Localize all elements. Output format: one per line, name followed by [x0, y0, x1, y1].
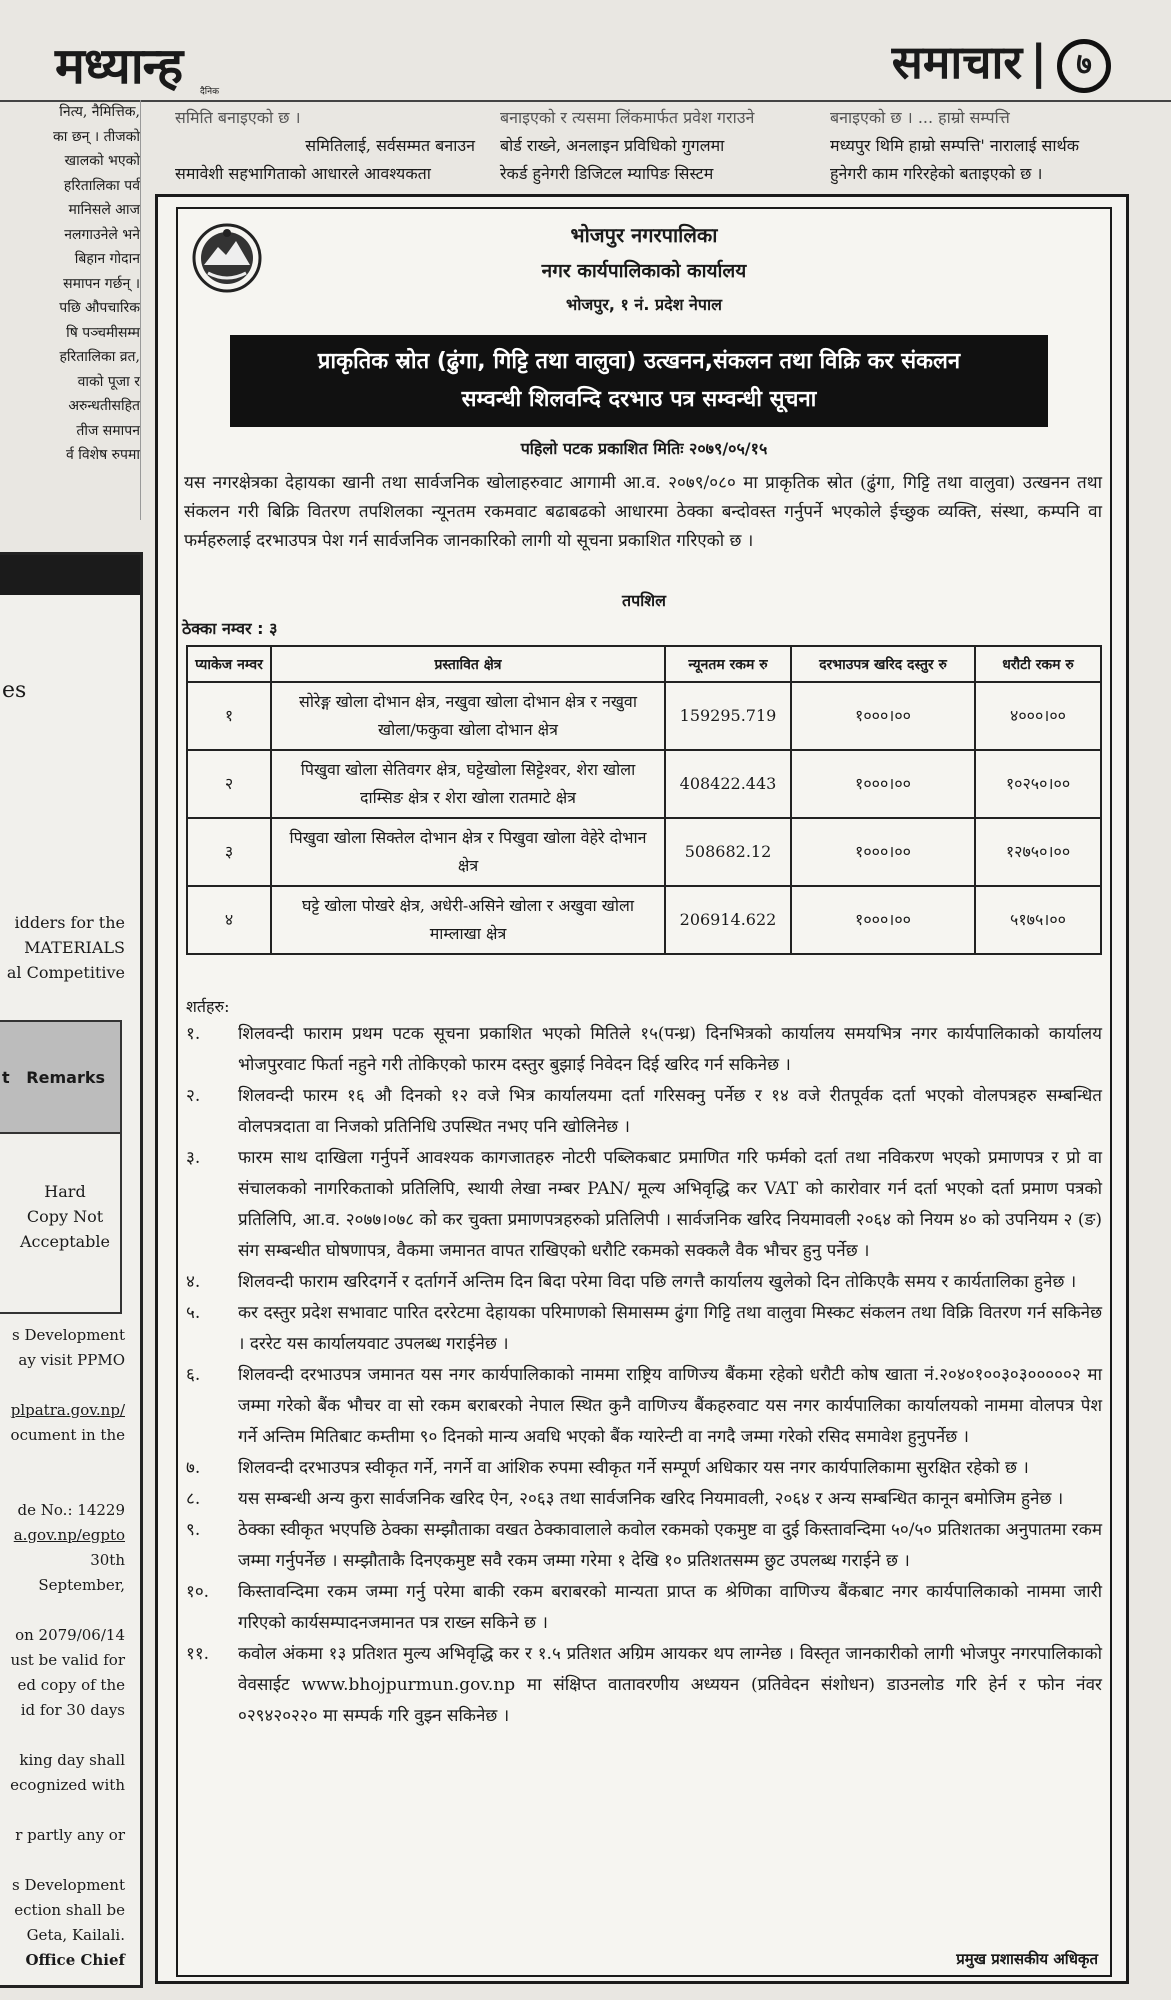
condition-text: फारम साथ दाखिला गर्नुपर्ने आवश्यक कागजातहरु नोटरी पब्लिकबाट प्रमाणित गरि फर्मको दर्ता तथा नविकरण भएको प्रमाणपत्र र प्रो वा संचालकको नागरिकताको प्रतिलिपि, स्थायी लेखा नम्बर PAN/ मूल्य अभिवृद्धि कर VAT को कारोवार गर्न दर्ता भएको दर्ता प्रमाण पत्रको प्रतिलिपि, आ.व. २०७७।०७८ को कर चुक्ता प्रमाणपत्रहरुको प्रतिलिपी । सार्वजनिक खरिद नियमावली २०६४ को नियम ४० को उपनियम २ (ङ) संग सम्बन्धीत घोषणापत्र, वैकमा जमानत वापत राखिएको धरौटि रकमको सक्कलै वैक भौचर हुनु पर्नेछ । [238, 1148, 1102, 1261]
cell-min-amount: 408422.443 [665, 750, 791, 818]
condition-number: ७. [186, 1458, 201, 1478]
condition-item [186, 1019, 1102, 1081]
cell-form-fee: १०००।०० [791, 682, 975, 750]
col-header-deposit: धरौटी रकम रु [975, 646, 1101, 682]
cell-area: पिखुवा खोला सिक्तेल दोभान क्षेत्र र पिखुवा खोला वेहेरे दोभान क्षेत्र [271, 818, 665, 886]
condition-item [186, 1360, 1102, 1453]
cell-package: ४ [187, 886, 271, 954]
newspaper-logo: मध्यान्ह [55, 37, 183, 95]
remarks-col-edge: t [2, 1067, 10, 1087]
notice-inner-frame [176, 207, 1112, 1977]
cell-form-fee: १०००।०० [791, 750, 975, 818]
condition-text: शिलवन्दी दरभाउपत्र जमानत यस नगर कार्यपालिकाको नाममा राष्ट्रिय वाणिज्य बैंकमा रहेको धरौटी कोष खाता नं.२०४०१००३०३०००००२ मा जम्मा गरेको बैंक भौचर वा सो रकम बराबरको नेपाल स्थित कुनै वाणिज्य बैंकहरुवाट यस नगर कार्यपालिका कार्यालयको नाममा वोलपत्र पेश गर्ने अन्तिम मितिबाट कम्तीमा ९० दिनको मान्य अवधि भएको बैंक ग्यारेन्टी वा नगदै जम्मा गरेको रसिद समावेश हुनुपर्नेछ । [238, 1365, 1102, 1447]
strip-line: मध्यपुर थिमि हाम्रो सम्पत्ति' नारालाई सार्थक [830, 136, 1079, 155]
table-row [187, 818, 1101, 886]
cell-deposit: १०२५०।०० [975, 750, 1101, 818]
condition-number: १. [186, 1024, 201, 1044]
strip-line: बनाइएको र त्यसमा लिंकमार्फत प्रवेश गराउने [500, 108, 755, 127]
page-number: ७ [1057, 39, 1111, 93]
strip-line: समावेशी सहभागिताको आधारले आवश्यकता [175, 164, 431, 183]
cell-form-fee: १०००।०० [791, 886, 975, 954]
clip-body [0, 1323, 125, 1973]
strip-col-2 [500, 104, 810, 188]
office-name: नगर कार्यपालिकाको कार्यालय [541, 260, 747, 282]
clip-line: पछि औपचारिक [59, 300, 140, 316]
table-row [187, 750, 1101, 818]
cell-package: ३ [187, 818, 271, 886]
clip-text: al Competitive [6, 963, 125, 982]
clip-line: हरितालिका पर्व [63, 177, 140, 194]
remarks-line: Copy Not [26, 1207, 104, 1226]
cell-deposit: ५१७५।०० [975, 886, 1101, 954]
condition-number: १०. [186, 1582, 210, 1602]
condition-number: ४. [186, 1272, 201, 1292]
table-row [187, 886, 1101, 954]
clip-line: de No.: 14229 [17, 1501, 125, 1519]
masthead [0, 0, 1171, 100]
clip-line: plpatra.gov.np/ [10, 1401, 125, 1419]
municipality-name: भोजपुर नगरपालिका [570, 223, 718, 247]
details-heading: तपशिल [621, 591, 667, 610]
clip-line: वाको पूजा र [77, 373, 140, 390]
strip-line: बनाइएको छ । ... हाम्रो सम्पत्ति [830, 108, 1010, 127]
clip-header-bar [0, 555, 140, 595]
contract-number: ठेक्का नम्वर : ३ [182, 619, 278, 638]
strip-col-3 [830, 104, 1130, 188]
clip-line: नलगाउनेले भने [64, 226, 140, 243]
notice-intro: यस नगरक्षेत्रका देहायका खानी तथा सार्वजनिक खोलाहरुवाट आगामी आ.व. २०७९/०८० मा प्राकृतिक स्रोत (ढुंगा, गिट्टि तथा वालुवा) उत्खनन तथा संकलन गरी बिक्रि वितरण तपशिलका न्यूनतम रकमवाट बढाबढको आधारमा ठेक्का बन्दोवस्त गर्नुपर्ने भएकोले ईच्छुक व्यक्ति, संस्था, कम्पनि वा फर्महरुलाई दरभाउपत्र पेश गर्न सार्वजनिक जानकारिको लागी यो सूचना प्रकाशित गरिएको छ । [184, 473, 1102, 551]
clip-line: ust be valid for [10, 1651, 125, 1669]
left-tender-clipping [0, 552, 143, 1988]
condition-number: २. [186, 1086, 201, 1106]
remarks-body [0, 1134, 120, 1254]
remarks-line: Acceptable [20, 1232, 110, 1251]
clip-line: का छन् । तीजको [53, 128, 140, 145]
condition-number: ९. [186, 1520, 201, 1540]
cell-area: सोरेङ्ग खोला दोभान क्षेत्र, नखुवा खोला दोभान क्षेत्र र नखुवा खोला/फकुवा खोला दोभान क्षेत्र [271, 682, 665, 750]
condition-item [186, 1453, 1102, 1484]
condition-item [186, 1298, 1102, 1360]
cell-area: पिखुवा खोला सेतिवगर क्षेत्र, घट्टेखोला सिट्टेश्वर, शेरा खोला दाम्सिङ क्षेत्र र शेरा खोला रातमाटे क्षेत्र [271, 750, 665, 818]
condition-text: ठेक्का स्वीकृत भएपछि ठेक्का सम्झौताका वखत ठेक्कावालाले कवोल रकमको एकमुष्ट वा दुई किस्तावन्दिमा ५०/५० प्रतिशतका अनुपातमा रकम जम्मा गर्नुपर्नेछ । सम्झौताकै दिनएकमुष्ट सवै रकम जम्मा गरेमा १ देखि १० प्रतिशतसम्म छुट उपलब्ध गराईने छ । [238, 1520, 1102, 1571]
clip-line: ed copy of the [17, 1676, 125, 1694]
clip-line: तीज समापन [76, 422, 140, 439]
top-rule [0, 100, 1171, 102]
bid-package-table [186, 645, 1102, 955]
condition-text: यस सम्बन्धी अन्य कुरा सार्वजनिक खरिद ऐन, २०६३ तथा सार्वजनिक खरिद नियमावली, २०६४ र अन्य सम्बन्धित कानून बमोजिम हुनेछ । [238, 1489, 1064, 1509]
col-header-min-amount: न्यूनतम रकम रु [665, 646, 791, 682]
remarks-line: Hard [44, 1182, 86, 1201]
condition-number: ११. [186, 1644, 210, 1664]
table-header-row [187, 646, 1101, 682]
section-label: समाचार [891, 35, 1023, 89]
office-chief-signoff: Office Chief [25, 1951, 125, 1969]
strip-line: हुनेगरी काम गरिरहेको बताइएको छ । [830, 164, 1043, 183]
condition-text: शिलवन्दी फाराम खरिदगर्ने र दर्तागर्ने अन्तिम दिन बिदा परेमा विदा पछि लगत्तै कार्यालय खुलेको दिन तोकिएकै समय र कार्यतालिका हुनेछ । [238, 1272, 1077, 1292]
condition-text: शिलवन्दी फारम १६ औ दिनको १२ वजे भित्र कार्यालयमा दर्ता गरिसक्नु पर्नेछ र १४ वजे रीतपूर्वक दर्ता भएको वोलपत्रहरु सम्बन्धित वोलपत्रदाता वा निजको प्रतिनिधि उपस्थित नभए पनि खोलिनेछ । [238, 1086, 1102, 1137]
cell-form-fee: १०००।०० [791, 818, 975, 886]
signatory-title: प्रमुख प्रशासकीय अधिकृत [956, 1950, 1098, 1968]
clip-line: r partly any or [15, 1826, 125, 1844]
clip-line: a.gov.np/egpto [13, 1526, 125, 1544]
condition-text: कवोल अंकमा १३ प्रतिशत मुल्य अभिवृद्धि कर र १.५ प्रतिशत अग्रिम आयकर थप लाग्नेछ । विस्तृत जानकारीको लागी भोजपुर नगरपालिकाको वेवसाईट www.bhojpurmun.gov.np मा संक्षिप्त वातावरणीय अध्ययन (प्रतिवेदन संशोधन) डाउनलोड गरि हेर्न र फोन नंवर ०२९४२०२२० मा सम्पर्क गरि वुझ्न सकिनेछ । [238, 1644, 1102, 1726]
clip-line: हरितालिका व्रत, [59, 349, 140, 365]
condition-text: कर दस्तुर प्रदेश सभावाट पारित दररेटमा देहायका परिमाणको सिमासम्म ढुंगा गिट्टि तथा वालुवा मिस्कट संकलन तथा विक्रि वितरण गर्न सकिनेछ । दररेट यस कार्यालयवाट उपलब्ध गराईनेछ । [238, 1303, 1102, 1354]
clip-line: मानिसले आज [68, 202, 140, 218]
clip-line: ay visit PPMO [18, 1351, 125, 1369]
cell-min-amount: 159295.719 [665, 682, 791, 750]
cell-area: घट्टे खोला पोखरे क्षेत्र, अधेरी-असिने खोला र अखुवा खोला माम्लाखा क्षेत्र [271, 886, 665, 954]
cell-package: २ [187, 750, 271, 818]
public-notice [155, 194, 1129, 1984]
clip-line: ection shall be [14, 1901, 125, 1919]
condition-item [186, 1484, 1102, 1515]
strip-col-1 [175, 104, 475, 188]
clip-line: बिहान गोदान [74, 251, 140, 267]
logo-tagline: दैनिक [200, 87, 220, 97]
conditions-heading: शर्तहरु: [186, 997, 230, 1016]
conditions-list [186, 1019, 1102, 1732]
condition-number: ८. [186, 1489, 201, 1509]
publication-date: पहिलो पटक प्रकाशित मितिः २०७९/०५/१५ [520, 439, 768, 458]
clip-line: नित्य, नैमित्तिक, [59, 104, 140, 120]
remarks-table [0, 1020, 122, 1314]
condition-text: किस्तावन्दिमा रकम जम्मा गर्नु परेमा बाकी रकम बराबरको मान्यता प्राप्त क श्रेणिका वाणिज्य बैंकबाट नगर कार्यपालिकाको नाममा जारी गरिएको कार्यसम्पादनजमानत पत्र राख्न सकिने छ । [238, 1582, 1102, 1633]
clip-text: MATERIALS [24, 938, 125, 957]
condition-item [186, 1639, 1102, 1732]
clip-line: खालको भएको [64, 153, 140, 169]
col-header-form-fee: दरभाउपत्र खरिद दस्तुर रु [791, 646, 975, 682]
col-header-package: प्याकेज नम्वर [187, 646, 271, 682]
clip-line: र्व विशेष रुपमा [65, 447, 140, 463]
clip-line: id for 30 days [20, 1701, 125, 1719]
banner-line: प्राकृतिक स्रोत (ढुंगा, गिट्टि तथा वालुवा) उत्खनन,संकलन तथा विक्रि कर संकलन [317, 349, 961, 374]
condition-item [186, 1143, 1102, 1267]
cell-min-amount: 508682.12 [665, 818, 791, 886]
strip-line: समितिलाई, सर्वसम्मत बनाउन [305, 136, 475, 155]
clip-line: Geta, Kailali. [26, 1926, 125, 1944]
condition-number: ६. [186, 1365, 201, 1385]
clip-line: ocument in the [10, 1426, 125, 1444]
col-header-area: प्रस्तावित क्षेत्र [271, 646, 665, 682]
cell-package: १ [187, 682, 271, 750]
clip-line: s Development [12, 1326, 125, 1344]
cell-deposit: ४०००।०० [975, 682, 1101, 750]
strip-line: बोर्ड राख्ने, अनलाइन प्रविधिको गुगलमा [500, 136, 725, 155]
left-article-clipping [0, 100, 141, 520]
banner-line: सम्वन्धी शिलवन्दि दरभाउ पत्र सम्वन्धी सूचना [461, 387, 817, 412]
clip-line: s Development [12, 1876, 125, 1894]
notice-title-banner [230, 335, 1048, 427]
condition-item [186, 1267, 1102, 1298]
office-address: भोजपुर, १ नं. प्रदेश नेपाल [566, 295, 722, 314]
clip-text: es [2, 678, 27, 703]
clip-line: on 2079/06/14 [15, 1626, 125, 1644]
clip-line: अरुन्धतीसहित [68, 398, 140, 414]
clip-line: समापन गर्छन् । [63, 275, 140, 292]
remarks-header [0, 1022, 120, 1134]
strip-line: समिति बनाइएको छ । [175, 108, 301, 127]
clip-text: idders for the [14, 913, 125, 932]
condition-number: ३. [186, 1148, 201, 1168]
condition-item [186, 1081, 1102, 1143]
cell-deposit: १२७५०।०० [975, 818, 1101, 886]
remarks-label: Remarks [26, 1067, 105, 1087]
table-row [187, 682, 1101, 750]
clip-line: ecognized with [10, 1776, 125, 1794]
condition-item [186, 1515, 1102, 1577]
cell-min-amount: 206914.622 [665, 886, 791, 954]
clip-line: 30th September, [38, 1551, 125, 1594]
condition-item [186, 1577, 1102, 1639]
strip-line: रेकर्ड हुनेगरी डिजिटल म्यापिङ सिस्टम [500, 164, 714, 183]
clip-line: षि पञ्चमीसम्म [66, 324, 140, 341]
condition-text: शिलवन्दी दरभाउपत्र स्वीकृत गर्ने, नगर्ने वा आंशिक रुपमा स्वीकृत गर्ने सम्पूर्ण अधिकार यस नगर कार्यपालिकामा सुरक्षित रहेको छ । [238, 1458, 1029, 1478]
condition-text: शिलवन्दी फाराम प्रथम पटक सूचना प्रकाशित भएको मितिले १५(पन्ध्र) दिनभित्रको कार्यालय समयभित्र नगर कार्यपालिकाको कार्यालय भोजपुरवाट फिर्ता नहुने गरी तोकिएको फारम दस्तुर बुझाई निवेदन दिई खरिद गर्न सकिनेछ । [238, 1024, 1102, 1075]
condition-number: ५. [186, 1303, 201, 1323]
clip-line: king day shall [19, 1751, 125, 1769]
section-title: समाचार | ७ [892, 30, 1111, 93]
